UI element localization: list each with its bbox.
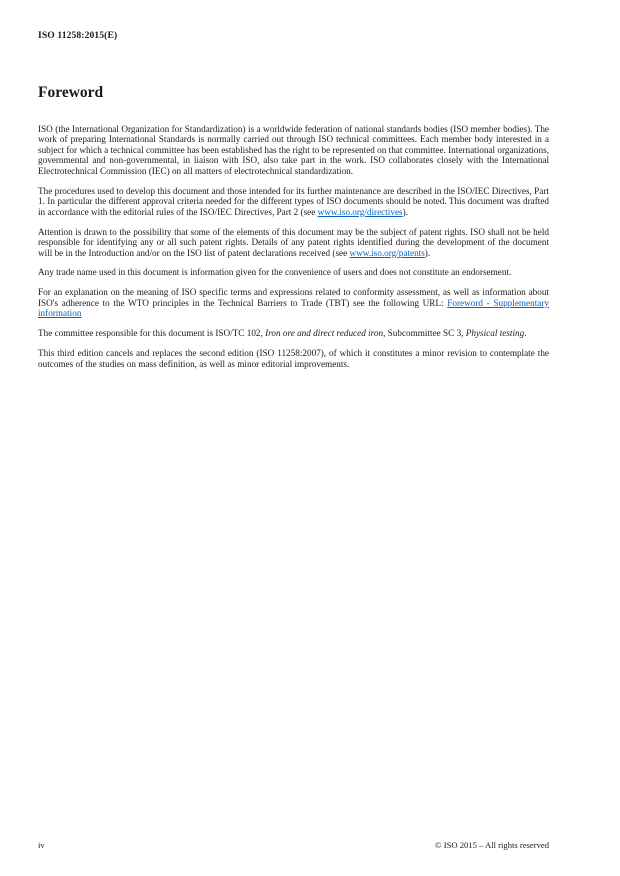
paragraph-iso-federation <box>38 124 549 176</box>
paragraph-procedures <box>38 186 549 217</box>
paragraph-text: . <box>524 328 527 339</box>
paragraph-edition-history <box>38 348 549 369</box>
link-iso-patents[interactable]: www.iso.org/patents <box>349 247 425 258</box>
paragraph-text: , Subcommittee SC 3, <box>383 328 466 339</box>
link-foreword-supplementary[interactable]: Foreword - Supplementary information <box>38 297 549 319</box>
paragraph-text: The procedures used to develop this document and those intended for its further maintenance are described in the ISO/IEC Directives, Part 1. In particular the different approval criteria needed for the different types of ISO documents should be noted. This document was drafted in accordance with the editorial rules of the ISO/IEC Directives, Part 2 (see <box>38 185 549 217</box>
document-ref-header: ISO 11258:2015(E) <box>38 30 118 41</box>
paragraph-text: Attention is drawn to the possibility that some of the elements of this document may be the subject of patent rights. ISO shall not be held responsible for identifying any or all such patent rights. Details of any patent rights identified during the development of the document will be in the Introduction and/or on the ISO list of patent declarations received (see <box>38 226 549 258</box>
foreword-section <box>38 84 549 379</box>
paragraph-text: This third edition cancels and replaces the second edition (ISO 11258:2007), of which it constitutes a minor revision to contemplate the outcomes of the studies on mass definition, as well as minor editorial improvements. <box>38 348 549 369</box>
paragraph-text: The committee responsible for this document is ISO/TC 102, <box>38 328 266 339</box>
paragraph-text: ). <box>402 206 408 217</box>
copyright-notice: © ISO 2015 – All rights reserved <box>435 840 549 850</box>
page-title: Foreword <box>38 84 104 101</box>
subcommittee-name-italic: Physical testing <box>465 328 525 339</box>
page-number: iv <box>38 840 45 850</box>
paragraph-text: Any trade name used in this document is information given for the convenience of users and does not constitute an endorsement. <box>38 267 512 278</box>
paragraph-patent-rights <box>38 227 549 258</box>
committee-name-italic: Iron ore and direct reduced iron <box>265 328 384 339</box>
paragraph-text: For an explanation on the meaning of ISO specific terms and expressions related to conformity assessment, as well as information about ISO's adherence to the WTO principles in the Technical Barriers to Trade (TBT) see the following URL: <box>38 287 549 308</box>
paragraph-text: ). <box>424 247 431 258</box>
link-iso-directives[interactable]: www.iso.org/directives <box>317 206 403 217</box>
paragraph-text: ISO (the International Organization for Standardization) is a worldwide federation of national standards bodies (ISO member bodies). The work of preparing International Standards is normally carried out through ISO technical committees. Each member body interested in a subject for which a technical committee has been established has the right to be represented on that committee. International organizations, governmental and non-governmental, in liaison with ISO, also take part in the work. ISO collaborates closely with the International Electrotechnical Commission (IEC) on all matters of electrotechnical standardization. <box>38 124 549 176</box>
document-footer <box>38 840 549 850</box>
paragraph-trade-name <box>38 267 549 277</box>
paragraph-wto-tbt <box>38 287 549 318</box>
paragraph-committee <box>38 328 549 338</box>
